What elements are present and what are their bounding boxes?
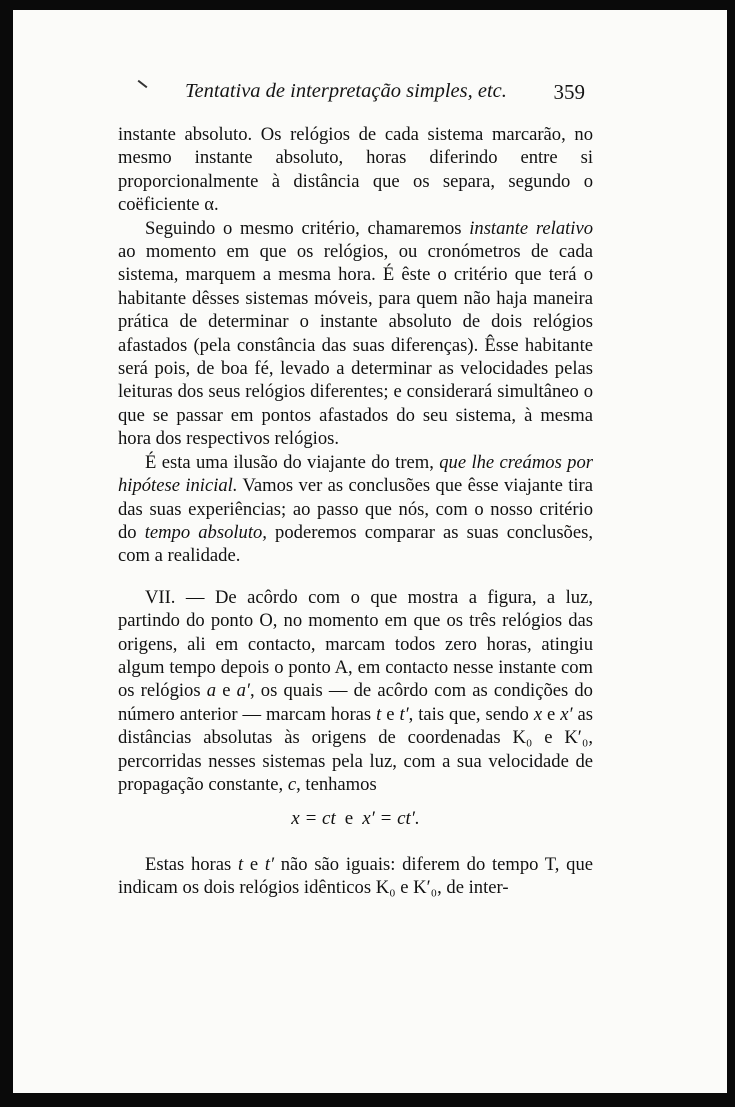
math-var: a: [206, 680, 217, 702]
paragraph-3: [118, 451, 593, 568]
text-run: poderemos comparar as suas conclusões, com a realidade.: [118, 521, 593, 567]
text-run: e: [243, 853, 265, 875]
text-run: Vamos ver as conclusões que êsse viajante tira das suas experiências; ao passo que nós, com o nosso critério do: [118, 475, 593, 543]
math-var: t: [237, 853, 244, 875]
math-var: x′: [560, 703, 573, 725]
running-title: Tentativa de interpretação simples, etc.: [185, 80, 507, 102]
math-var: c: [287, 773, 297, 795]
margin-mark: [138, 80, 148, 88]
text-run: Seguindo o mesmo critério, chamaremos: [145, 217, 470, 239]
text-run: as distâncias absolutas às origens de coordenadas K₀ e K′₀, percorridas nesses sistemas pela luz, com a sua velocidade de propagação constante,: [118, 703, 593, 795]
book-page: [13, 10, 727, 1093]
emphasis: instante relativo: [469, 217, 593, 239]
formula-left: x = ct: [291, 808, 336, 830]
page-header: [185, 80, 585, 108]
text-run: e: [216, 680, 237, 702]
formula-right: x′ = ct′.: [362, 808, 420, 830]
text-run: e: [381, 703, 400, 725]
formula-conjunction: e: [344, 808, 354, 830]
math-var: a′: [236, 680, 250, 702]
text-run: , tenhamos: [296, 773, 377, 795]
text-run: , os quais — de acôrdo com as condições do número anterior — marcam horas: [118, 680, 593, 725]
paragraph-1: instante absoluto. Os relógios de cada sistema marcarão, no mesmo instante absoluto, horas diferindo entre si proporcionalmente à distância que os separa, segundo o coëficiente α.: [118, 124, 593, 216]
text-run: VII. — De acôrdo com o que mostra a figura, a luz, partindo do ponto O, no momento em que os três relógios das origens, ali em contacto, marcam todos zero horas, atingiu algum tempo depois o ponto A, em contacto nesse instante com os relógios: [118, 586, 593, 702]
math-var: t′: [399, 703, 409, 725]
paragraph-section-vii: [118, 586, 593, 797]
math-var: t: [376, 703, 382, 725]
text-run: , tais que, sendo: [408, 703, 534, 725]
text-run: Estas horas: [145, 853, 238, 875]
paragraph-2: [118, 217, 593, 451]
emphasis: que lhe creámos por hipótese inicial.: [118, 451, 593, 497]
paragraph-5: [118, 853, 593, 900]
text-run: É esta uma ilusão do viajante do trem,: [145, 451, 440, 473]
emphasis: tempo absoluto,: [144, 521, 267, 543]
text-run: não são iguais: diferem do tempo T, que indicam os dois relógios idênticos K₀ e K′₀, de inter-: [118, 853, 593, 899]
text-run: e: [542, 703, 561, 725]
formula: [118, 807, 593, 830]
body-text: [118, 123, 593, 900]
math-var: x: [533, 703, 543, 725]
page-number: 359: [553, 80, 585, 104]
text-run: ao momento em que os relógios, ou cronómetros de cada sistema, marquem a mesma hora. É êste o critério que terá o habitante dêsses sistemas móveis, para quem não haja maneira prática de determinar o instante absoluto de dois relógios afastados (pela constância das suas diferenças). Êsse habitante será pois, de boa fé, levado a determinar as velocidades pelas leituras dos seus relógios diferentes; e considerará simultâneo o que se passar em pontos afastados do seu sistema, à mesma hora dos respectivos relógios.: [118, 241, 593, 450]
math-var: t′: [264, 853, 275, 875]
